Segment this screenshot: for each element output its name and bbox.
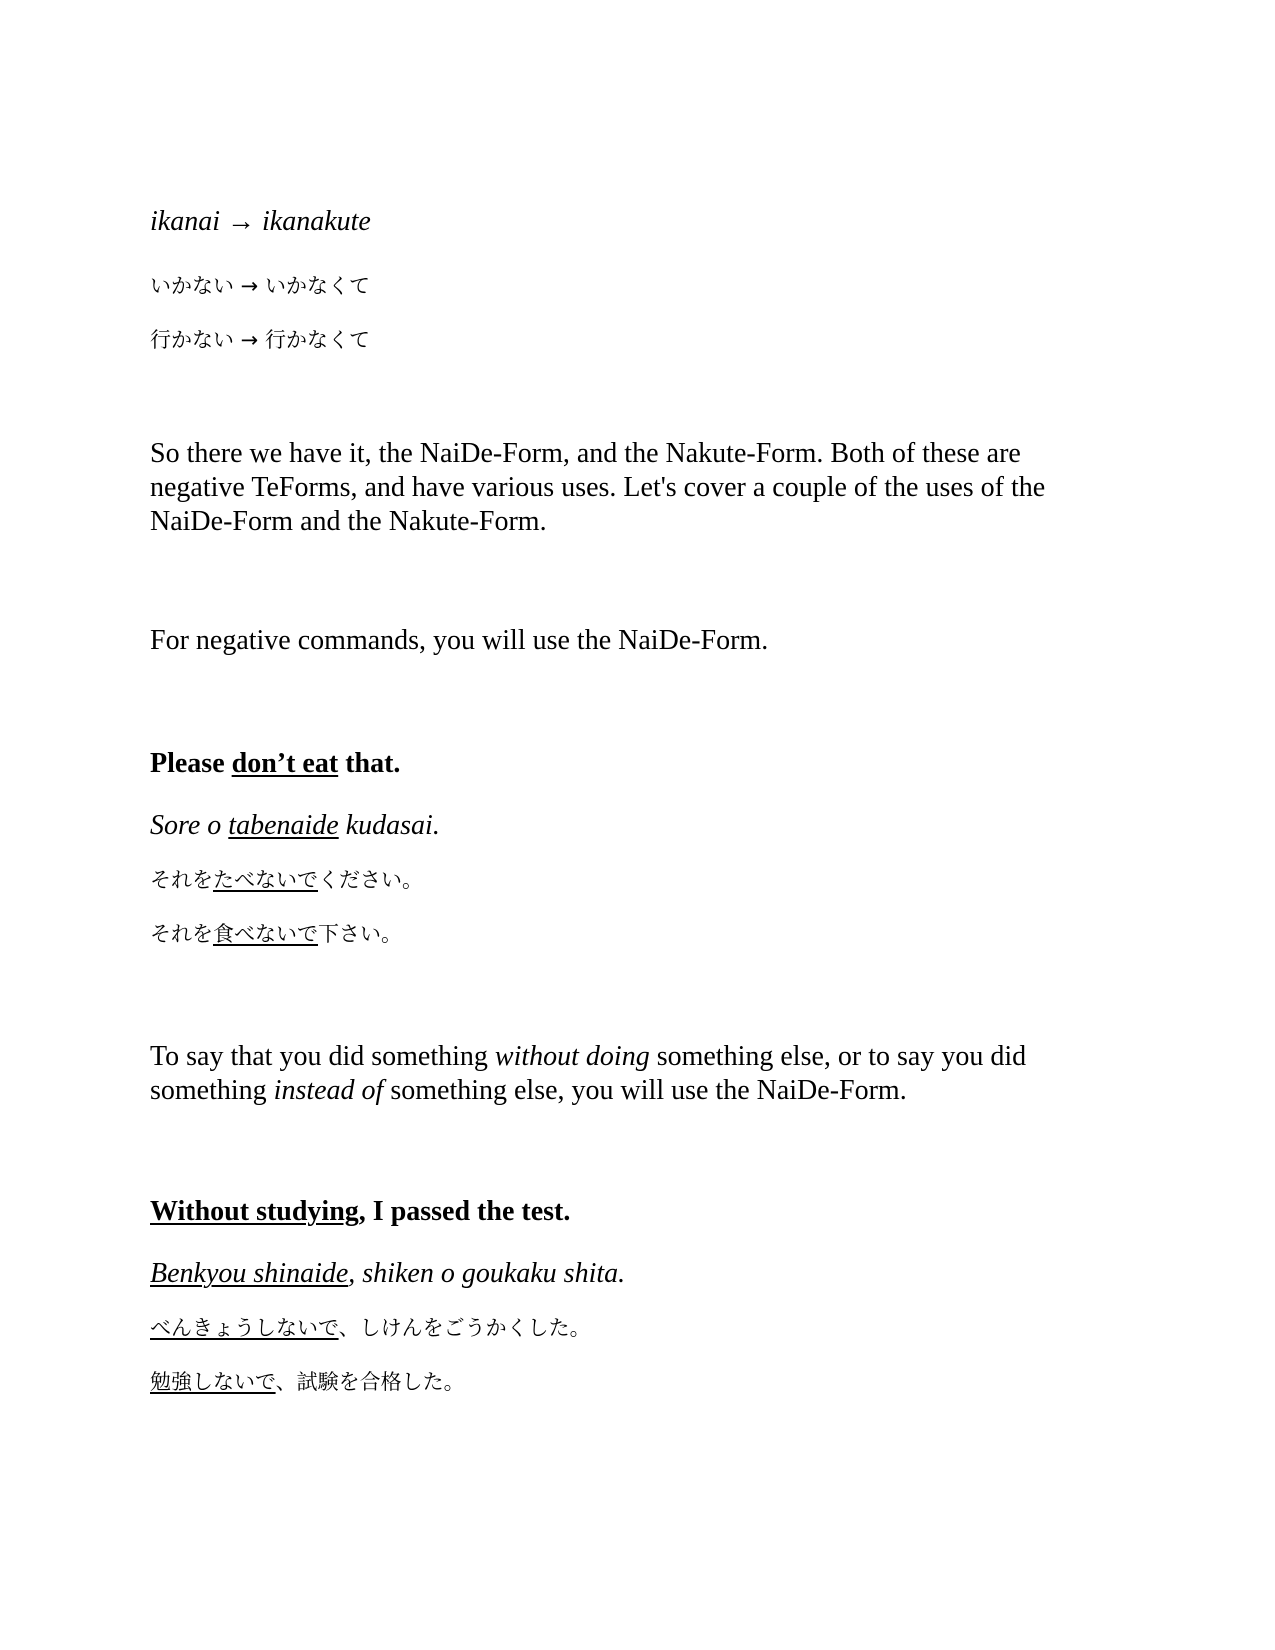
arrow: → bbox=[227, 206, 255, 237]
text-segment: Please bbox=[150, 748, 232, 779]
kanji-ikanai-line: 行かない → 行かなくて bbox=[150, 328, 370, 352]
example-1-romaji bbox=[150, 812, 440, 840]
text-segment: something else, you will use the NaiDe-Form. bbox=[383, 1075, 907, 1106]
intro-line-2: negative TeForms, and have various uses. Let's cover a couple of the uses of the bbox=[150, 472, 1046, 503]
intro-line-1: So there we have it, the NaiDe-Form, and the Nakute-Form. Both of these are bbox=[150, 438, 1021, 469]
underlined-segment: たべないで bbox=[213, 868, 318, 892]
intro-paragraph bbox=[150, 437, 1130, 539]
example-2-romaji bbox=[150, 1260, 625, 1288]
romaji-to: ikanakute bbox=[262, 206, 371, 237]
negative-commands-text: For negative commands, you will use the NaiDe-Form. bbox=[150, 625, 769, 656]
text-segment: , shiken o goukaku shita. bbox=[348, 1258, 626, 1289]
text-segment: ください。 bbox=[318, 868, 423, 892]
italic-segment: without doing bbox=[494, 1041, 650, 1072]
text-segment: それを bbox=[150, 868, 213, 892]
text-segment: something bbox=[150, 1075, 274, 1106]
example-2-kanji bbox=[150, 1372, 465, 1393]
underlined-segment: tabenaide bbox=[228, 810, 339, 841]
without-doing-line-2 bbox=[150, 1074, 1130, 1108]
without-doing-paragraph bbox=[150, 1040, 1130, 1108]
underlined-segment: 勉強しないで bbox=[150, 1370, 276, 1394]
text-segment: 下さい。 bbox=[318, 922, 402, 946]
italic-segment: instead of bbox=[273, 1075, 384, 1106]
text-segment: something else, or to say you did bbox=[649, 1041, 1027, 1072]
underlined-segment: Benkyou shinaide bbox=[150, 1258, 349, 1289]
underlined-segment: べんきょうしないで bbox=[150, 1316, 339, 1340]
intro-line-3: NaiDe-Form and the Nakute-Form. bbox=[150, 506, 547, 537]
text-segment: それを bbox=[150, 922, 213, 946]
example-1-english bbox=[150, 750, 400, 778]
underlined-segment: 食べないで bbox=[213, 922, 318, 946]
example-1-kanji bbox=[150, 924, 402, 945]
text-segment: kudasai. bbox=[338, 810, 440, 841]
text-segment: Sore o bbox=[150, 810, 229, 841]
example-2-english bbox=[150, 1198, 570, 1226]
text-segment: 、試験を合格した。 bbox=[275, 1370, 465, 1394]
without-doing-line-1 bbox=[150, 1040, 1130, 1074]
text-segment: , I passed the test. bbox=[358, 1196, 571, 1227]
underlined-segment: Without studying bbox=[150, 1196, 359, 1227]
text-segment: To say that you did something bbox=[150, 1041, 495, 1072]
example-1-kana bbox=[150, 870, 423, 891]
romaji-ikanai-line bbox=[150, 208, 371, 236]
text-segment: 、しけんをごうかくした。 bbox=[338, 1316, 591, 1340]
romaji-from: ikanai bbox=[150, 206, 220, 237]
underlined-segment: don’t eat bbox=[231, 748, 339, 779]
kana-ikanai-line: いかない → いかなくて bbox=[150, 274, 370, 298]
example-2-kana bbox=[150, 1318, 591, 1339]
text-segment: that. bbox=[338, 748, 401, 779]
